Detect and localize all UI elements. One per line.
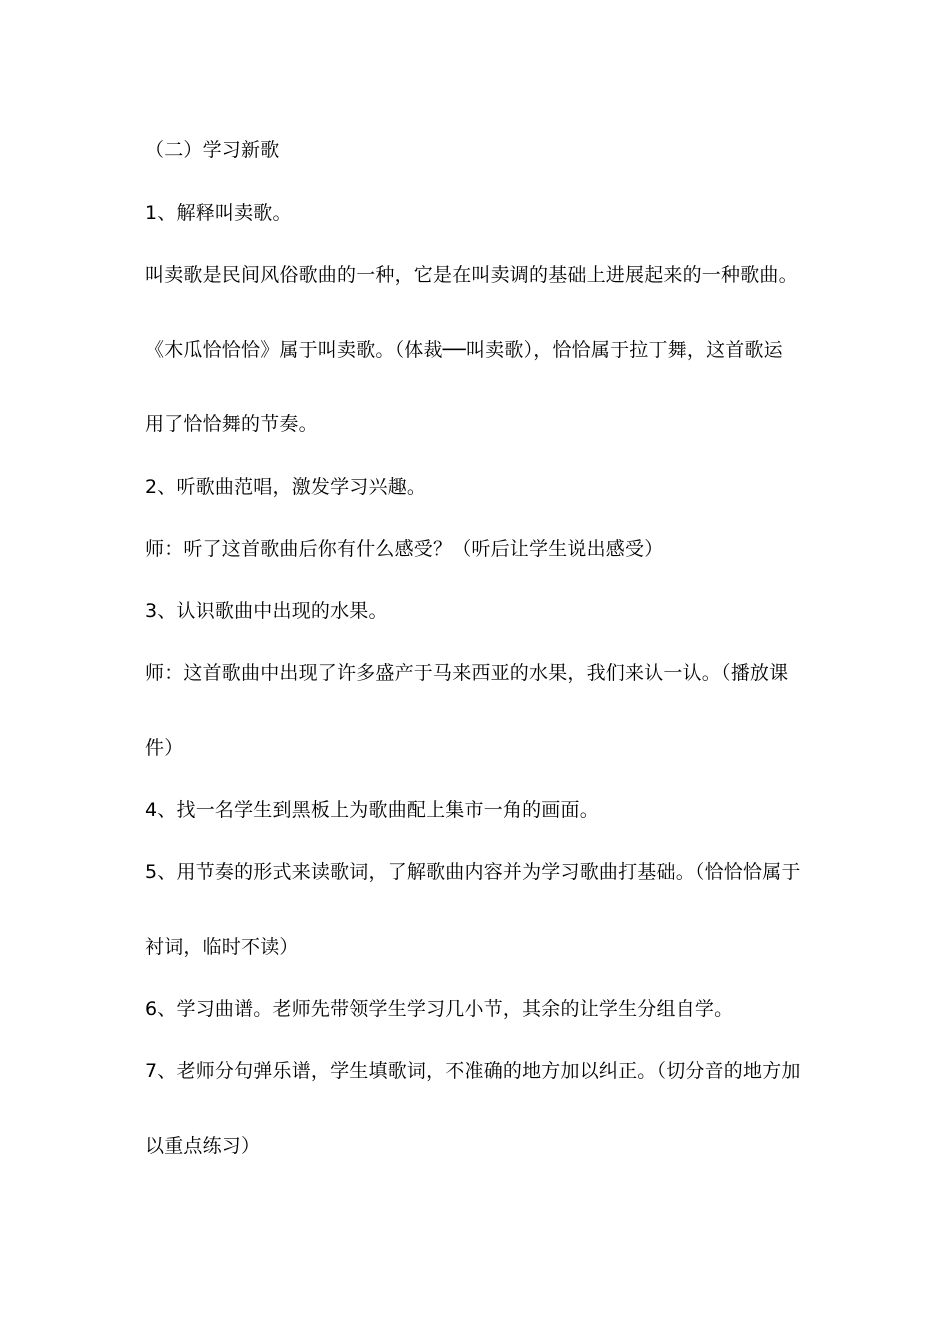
paragraph-line: 件） xyxy=(145,737,184,759)
paragraph-line: 以重点练习） xyxy=(145,1135,261,1157)
step-1-title: 1、解释叫卖歌。 xyxy=(145,202,292,224)
step-4-title: 4、找一名学生到黑板上为歌曲配上集市一角的画面。 xyxy=(145,799,599,821)
paragraph-line: 师：听了这首歌曲后你有什么感受？（听后让学生说出感受） xyxy=(145,538,664,560)
paragraph-line: 用了恰恰舞的节奏。 xyxy=(145,413,318,435)
paragraph-line: 师：这首歌曲中出现了许多盛产于马来西亚的水果，我们来认一认。（播放课 xyxy=(145,662,789,684)
section-heading: （二）学习新歌 xyxy=(145,139,280,161)
step-6-title: 6、学习曲谱。老师先带领学生学习几小节，其余的让学生分组自学。 xyxy=(145,998,734,1020)
paragraph-line: 衬词，临时不读） xyxy=(145,936,299,958)
step-3-title: 3、认识歌曲中出现的水果。 xyxy=(145,600,388,622)
step-5-title: 5、用节奏的形式来读歌词，了解歌曲内容并为学习歌曲打基础。（恰恰恰属于 xyxy=(145,861,801,883)
paragraph-line: 《木瓜恰恰恰》属于叫卖歌。（体裁──叫卖歌），恰恰属于拉丁舞，这首歌运 xyxy=(145,339,783,361)
step-7-title: 7、老师分句弹乐谱，学生填歌词，不准确的地方加以纠正。（切分音的地方加 xyxy=(145,1060,801,1082)
step-2-title: 2、听歌曲范唱，激发学习兴趣。 xyxy=(145,476,427,498)
paragraph-line: 叫卖歌是民间风俗歌曲的一种，它是在叫卖调的基础上进展起来的一种歌曲。 xyxy=(145,264,798,286)
